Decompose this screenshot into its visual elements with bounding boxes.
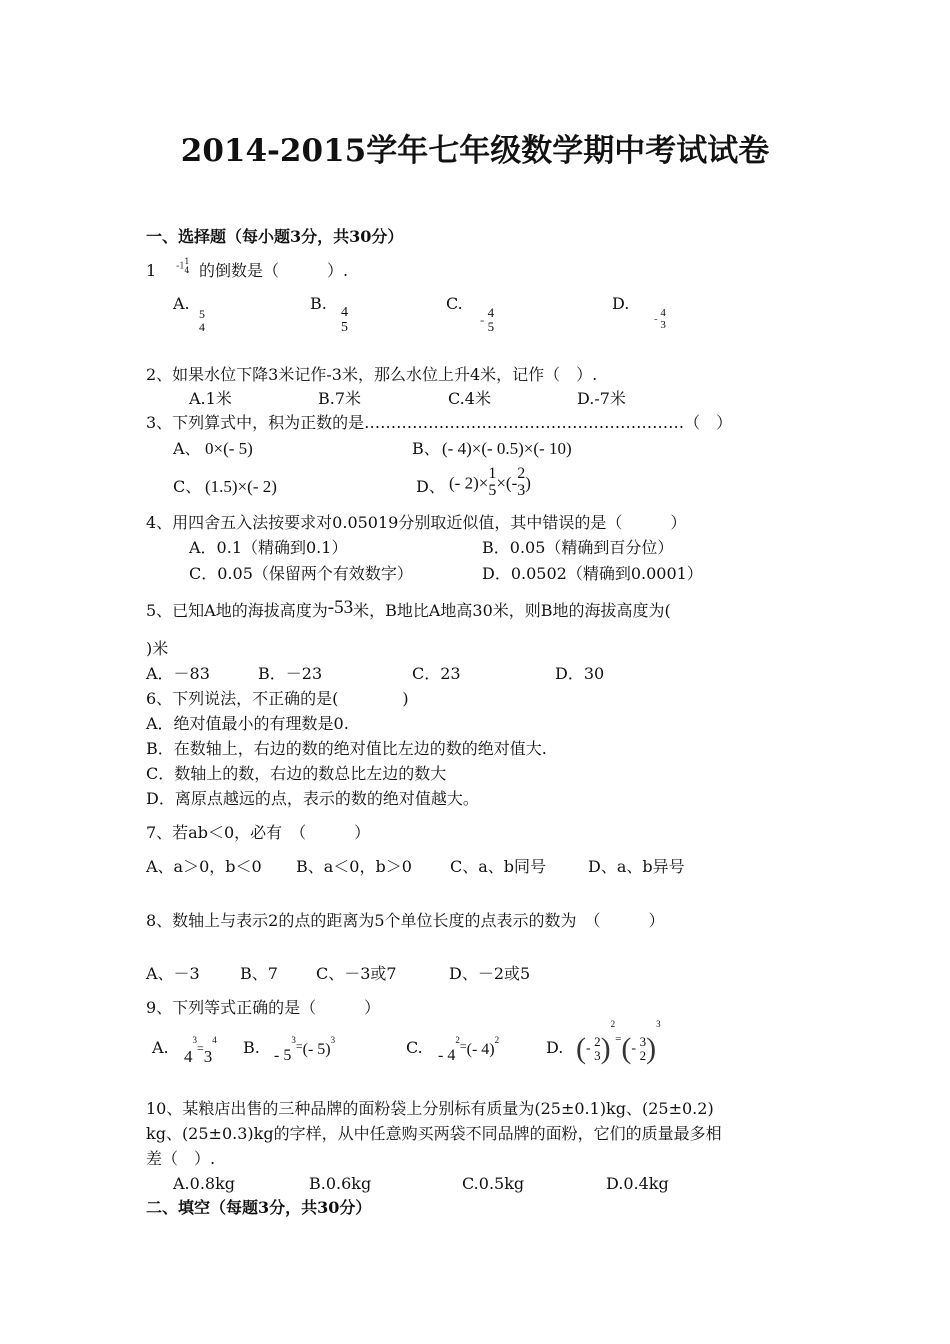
q7-option-b: B、a＜0，b＞0: [296, 857, 412, 876]
q9-d-r-den: 2: [639, 1048, 647, 1063]
q9-c-eq: =: [459, 1039, 467, 1053]
q1-option-b-label: B.: [310, 294, 327, 313]
q10-option-a: A.0.8kg: [173, 1174, 236, 1193]
q3-d-f2-num: 2: [517, 465, 526, 482]
q1-option-d: [654, 308, 666, 331]
q6-option-b: B．在数轴上，右边的数的绝对值比左边的数的绝对值大.: [146, 739, 547, 758]
page-title: 2014-2015学年七年级数学期中考试试卷: [180, 133, 770, 169]
q3-option-b-label: B、: [412, 439, 440, 458]
q10-option-d: D.0.4kg: [606, 1174, 669, 1193]
q3-d-post: ): [525, 473, 531, 493]
question-10-line-3: 差（ ）.: [146, 1149, 216, 1168]
q9-d-r-sign: -: [631, 1041, 637, 1056]
q4-option-d: D．0.0502（精确到0.0001）: [482, 564, 703, 583]
q1-b-num: 4: [341, 305, 348, 320]
q9-option-c-label: C.: [406, 1038, 423, 1057]
q9-d-le: 2: [610, 1019, 616, 1029]
q9-option-d: (- 2 3 )$^{2=}$(- 3 2 )$^3$: [576, 1019, 661, 1065]
q9-option-d-label: D.: [546, 1038, 564, 1057]
q9-option-c: [438, 1035, 500, 1064]
q8-option-d: D、－2或5: [449, 964, 531, 983]
q6-option-a: A．绝对值最小的有理数是0.: [146, 714, 349, 733]
q1-option-a: [199, 308, 205, 333]
q9-b-l: - 5: [274, 1047, 292, 1064]
q1-frac-num: 1: [184, 257, 190, 267]
q7-option-a: A、a＞0，b＜0: [146, 857, 262, 876]
q1-c-sign: -: [480, 312, 485, 328]
q10-option-c: C.0.5kg: [462, 1174, 525, 1193]
q7-option-c: C、a、b同号: [450, 857, 547, 876]
q9-b-eq: =: [295, 1039, 303, 1053]
q4-option-c: C．0.05（保留两个有效数字）: [189, 564, 413, 583]
q8-option-b: B、7: [240, 964, 278, 983]
q9-a-re: 4: [212, 1035, 217, 1045]
question-10-line-2: kg、(25±0.3)kg的字样，从中任意购买两袋不同品牌的面粉，它们的质量最多相: [146, 1124, 722, 1143]
section-heading-fill: 二、填空（每题3分，共30分）: [146, 1198, 372, 1217]
q9-a-l: 4: [184, 1047, 193, 1066]
q9-option-b-label: B.: [243, 1038, 260, 1057]
q1-c-num: 4: [487, 305, 495, 320]
q1-d-den: 3: [660, 318, 666, 331]
question-9-stem: 9、下列等式正确的是（ ）: [146, 998, 381, 1017]
q3-d-f1-den: 5: [488, 481, 497, 499]
q1-b-den: 5: [341, 319, 348, 335]
question-6-stem: 6、下列说法，不正确的是( ): [146, 689, 409, 708]
q3-d-f2-den: 3: [517, 481, 526, 499]
q1-d-num: 4: [660, 307, 666, 319]
q1-a-num: 5: [199, 307, 205, 321]
q1-int: -1: [176, 260, 185, 272]
q5-stem-pre: 5、已知A地的海拔高度为: [146, 601, 328, 620]
q3-option-c-label: C、: [173, 477, 202, 496]
q9-b-le: 3: [291, 1035, 296, 1045]
q5-value: -53: [327, 597, 354, 618]
q9-option-a: [184, 1035, 217, 1066]
q3-option-d: [449, 466, 531, 500]
q2-option-b: B.7米: [318, 389, 362, 408]
q2-option-a: A.1米: [189, 389, 232, 408]
q9-c-re: 2: [494, 1035, 500, 1045]
section-heading-choice: 一、选择题（每小题3分，共30分）: [146, 227, 404, 246]
q9-d-l-den: 3: [594, 1048, 601, 1063]
q1-c-den: 5: [487, 318, 495, 334]
q9-d-eq: =: [615, 1033, 622, 1046]
q9-d-re: 3: [656, 1019, 661, 1029]
q9-c-le: 2: [455, 1035, 460, 1045]
question-2-stem: 2、如果水位下降3米记作-3米，那么水位上升4米，记作（ ）.: [146, 365, 598, 384]
q9-d-r-num: 3: [639, 1034, 647, 1050]
q9-option-b: [274, 1035, 336, 1064]
q1-option-c: [480, 306, 494, 333]
q3-option-b: (- 4)×(- 0.5)×(- 10): [442, 439, 572, 458]
question-3-stem: 3、下列算式中，积为正数的是……………………………………………………（ ）: [146, 413, 733, 432]
q3-option-a-label: A、: [173, 439, 201, 458]
q10-option-b: B.0.6kg: [309, 1174, 372, 1193]
q9-a-eq: =: [197, 1041, 204, 1055]
question-4-stem: 4、用四舍五入法按要求对0.05019分别取近似值，其中错误的是（ ）: [146, 513, 687, 532]
q5-option-a: A．－83: [146, 664, 210, 683]
q8-option-c: C、－3或7: [316, 964, 397, 983]
q3-d-mid: ×(-: [496, 473, 518, 493]
q9-d-l-num: 2: [594, 1034, 601, 1050]
question-7-stem: 7、若ab＜0，必有 （ ）: [146, 823, 371, 842]
q1-option-a-label: A.: [173, 294, 190, 313]
q3-option-d-label: D、: [416, 477, 445, 496]
q5-option-c: C．23: [412, 664, 461, 683]
q1-option-b: [341, 306, 348, 335]
q9-a-r: 3: [203, 1047, 213, 1066]
q9-option-a-label: A.: [152, 1038, 169, 1057]
q9-d-l-sign: -: [586, 1041, 591, 1056]
q9-a-le: 3: [192, 1035, 197, 1045]
q5-stem-post: 米，B地比A地高30米，则B地的海拔高度为(: [353, 601, 671, 620]
q1-frac: [184, 258, 189, 275]
q2-option-c: C.4米: [448, 389, 491, 408]
question-5-stem-end: )米: [146, 639, 169, 658]
q6-option-d: D．离原点越远的点，表示的数的绝对值越大。: [146, 789, 479, 808]
q1-option-c-label: C.: [446, 294, 463, 313]
question-8-stem: 8、数轴上与表示2的点的距离为5个单位长度的点表示的数为 （ ）: [146, 911, 665, 930]
q5-option-d: D．30: [555, 664, 605, 683]
q9-b-r: (- 5): [302, 1041, 331, 1058]
q9-c-r: (- 4): [466, 1041, 495, 1058]
q8-option-a: A、－3: [146, 964, 200, 983]
q3-option-a: 0×(- 5): [205, 439, 253, 458]
q2-option-d: D.-7米: [577, 389, 626, 408]
question-10-line-1: 10、某粮店出售的三种品牌的面粉袋上分别标有质量为(25±0.1)kg、(25±0.2): [146, 1099, 714, 1118]
q1-frac-den: 4: [184, 265, 190, 275]
q4-option-b: B．0.05（精确到百分位）: [482, 538, 674, 557]
q1-option-d-label: D.: [612, 294, 630, 313]
question-1-stem: 的倒数是（ ）.: [199, 261, 349, 280]
q3-d-pre: (- 2)×: [449, 473, 489, 493]
q1-a-den: 4: [199, 319, 205, 334]
q3-option-c: (1.5)×(- 2): [205, 477, 277, 496]
q7-option-d: D、a、b异号: [588, 857, 685, 876]
q3-d-f1-num: 1: [488, 465, 497, 482]
q5-option-b: B．－23: [258, 664, 323, 683]
q4-option-a: A．0.1（精确到0.1）: [189, 538, 348, 557]
question-1-number: 1: [146, 261, 157, 280]
q9-c-l: - 4: [438, 1047, 456, 1064]
q6-option-c: C．数轴上的数，右边的数总比左边的数大: [146, 764, 447, 783]
question-1-expression: [176, 258, 189, 275]
q9-b-re: 3: [330, 1035, 336, 1045]
question-5-stem: [146, 597, 671, 620]
q1-d-sign: -: [654, 313, 658, 326]
